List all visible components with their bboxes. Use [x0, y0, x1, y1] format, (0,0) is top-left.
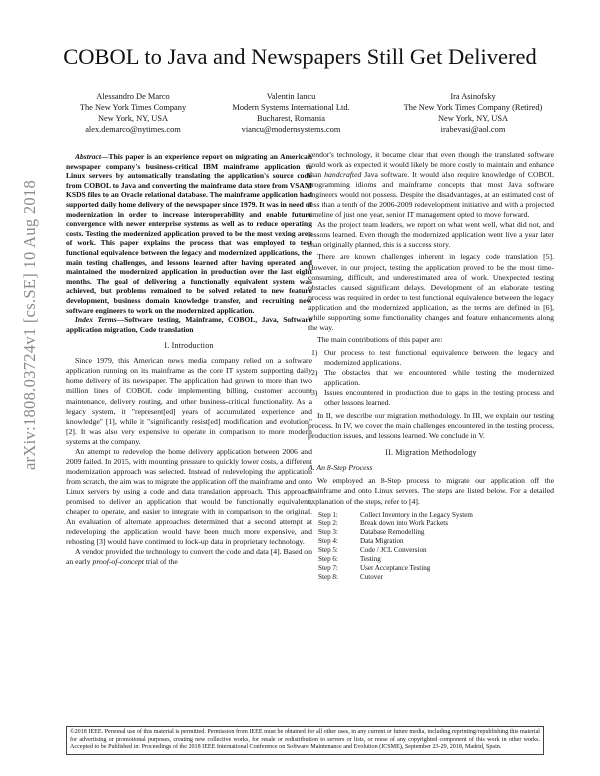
step-label: Step 7: [318, 563, 338, 572]
author-block [68, 91, 558, 141]
author-location: Bucharest, Romania [257, 114, 325, 123]
author-affiliation: The New York Times Company (Retired) [403, 103, 543, 112]
author-email: alex.demarco@nytimes.com [85, 125, 181, 134]
list-number: 2) [311, 367, 318, 377]
author-2 [206, 91, 376, 135]
list-item [318, 573, 554, 582]
step-text: Cutover [360, 572, 383, 581]
intro-paragraph-4 [308, 150, 554, 220]
author-name: Ira Asinofsky [450, 92, 496, 101]
list-text: The obstacles that we encountered while testing the modernized application. [324, 367, 554, 388]
intro-paragraph-8: In II, we describe our migration methodology. In III, we explain our testing process. In IV, we cover the main challenges encountered in the testing process, production issues, and lessons learned. We conclude in V. [308, 411, 554, 441]
step-text: Database Remodelling [360, 528, 425, 537]
arxiv-stamp-text: arXiv:1808.03724v1 [cs.SE] 10 Aug 2018 [20, 179, 39, 470]
step-text: Break down into Work Packets [360, 519, 448, 528]
intro-paragraph-1: Since 1979, this American news media company relied on a software application running on its mainframe as the core IT system supporting daily home delivery of its newspaper. The application had grown to more than two million lines of COBOL code implementing billing, customer account maintenance, delivery routing, and other business-critical functionality. As a legacy system, it "represent[ed] years of accumulated experience and knowledge" [1], while it "significantly resist[ed] modification and evolution" [2]. It was also very expensive to operate in comparison to more modern systems at the company. [66, 356, 312, 446]
list-item [318, 564, 554, 573]
text-run: A vendor provided the technology to convert the code and data [4]. Based on an early [66, 547, 312, 567]
step-text: Testing [360, 555, 381, 564]
list-item [318, 537, 554, 546]
copyright-notice: ©2018 IEEE. Personal use of this material is permitted. Permission from IEEE must be obtained for all other uses, in any current or future media, including reprinting/republishing this material for advertising or promotional purposes, creating new collective works, for resale or redistribution to servers or lists, or reuse of any copyrighted component of this work in other works. Accepted to be Published in: Proceedings of the 2018 IEEE International Conference on Software Maintenance and Evolution (ICSME), September 23-29, 2018, Madrid, Spain. [66, 726, 544, 755]
list-item [308, 348, 554, 368]
list-item [318, 519, 554, 528]
section-heading-introduction: I. Introduction [164, 341, 214, 351]
emphasis-text: handcrafted [324, 170, 362, 180]
text-run: trial of the [143, 557, 178, 567]
author-affiliation: Modern Systems International Ltd. [232, 103, 350, 112]
intro-paragraph-7: The main contributions of this paper are: [317, 334, 443, 344]
list-item [318, 555, 554, 564]
subsection-heading: A. An 8-Step Process [308, 463, 373, 473]
author-affiliation: The New York Times Company [79, 103, 187, 112]
abstract-text: —This paper is an experience report on migrating an American newspaper company's business-critical IBM mainframe application to Linux servers by automatically translating the application's source code from COBOL to Java and converting the mainframe data store from VSAM KSDS files to an Oracle relational database. The mainframe application had supported daily home delivery of the newspaper since 1979. It was in need of modernization in order to increase interoperability and enable future convergence with newer enterprise systems as well as to reduce operating costs. Testing the modernized application proved to be the most vexing area of work. This paper explains the process that was employed to test functional equivalence between the legacy and modernized applications, the main testing challenges, and lessons learned after having operated and maintained the modernized application in production over the last eight months. The goal of delivering a functionally equivalent system was achieved, but problems remained to be solved related to new feature development, business domain knowledge transfer, and recruiting new software engineers to work on the modernized application. [66, 152, 312, 315]
right-column [308, 150, 554, 582]
list-item [308, 368, 554, 388]
step-label: Step 6: [318, 555, 338, 564]
list-text: Issues encountered in production due to gaps in the testing process and other lessons learned. [324, 388, 554, 408]
intro-paragraph-5: As the project team leaders, we report on what went well, what did not, and lessons learned. Even though the modernized application went live a year later than originally planned, this is a success story. [308, 220, 554, 250]
index-terms [66, 315, 312, 334]
author-location: New York, NY, USA [97, 114, 169, 123]
paper-title: COBOL to Java and Newspapers Still Get Delivered [63, 44, 537, 69]
step-text: Collect Inventory in the Legacy System [360, 510, 473, 519]
list-number: 3) [311, 388, 318, 398]
section-heading-methodology: II. Migration Methodology [385, 448, 477, 458]
intro-paragraph-3 [66, 547, 312, 567]
author-1 [68, 91, 198, 135]
abstract-lead: Abstract [75, 152, 101, 161]
intro-paragraph-2: An attempt to redevelop the home delivery application between 2006 and 2009 failed. In 2015, with mounting pressure to quickly lower costs, a different modernization approach was selected. Instead of redeveloping the application from scratch, the aim was to migrate the application off the mainframe and onto Linux servers by using a code and data translation approach. This approach promised to deliver an application that would be functionally equivalent, cheaper to operate, and easier to integrate with in comparison to the original. An evaluation of alternate approaches determined that a second attempt at redeveloping the application would have been much more expensive, and rehosting [3] would have continued to lock-up data in proprietary technology. [66, 446, 312, 547]
list-item [318, 546, 554, 555]
step-label: Step 1: [318, 510, 338, 519]
index-terms-lead: Index Terms [75, 315, 117, 325]
step-text: Data Migration [360, 537, 404, 546]
list-item [318, 511, 554, 520]
steps-list [318, 511, 554, 582]
intro-paragraph-6: There are known challenges inherent in legacy code translation [5]. However, in our project, testing the application proved to be the most time-consuming, difficult, and underestimated area of work. Unexpected testing obstacles caused significant delays. Development of an elaborate testing process was required in order to test functional equivalence between the legacy application and the modernized application, as the terms are defined in [6], while supporting some functionality changes and feature enhancements along the way. [308, 252, 554, 332]
step-text: User Acceptance Testing [360, 563, 431, 572]
step-label: Step 4: [318, 537, 338, 546]
contributions-list [308, 348, 554, 408]
author-3 [388, 91, 558, 135]
author-name: Valentin Iancu [266, 92, 316, 101]
emphasis-text: proof-of-concept [92, 557, 144, 567]
text-run: Java software. It would also require knowledge of COBOL programming idioms and mainframe concepts that most Java software engineers would not possess. Despite the disadvantages, at an estimated cost of less than a tenth of the 2006-2009 redevelopment initiative and with a projected timeline of just one year, senior IT management opted to move forward. [308, 170, 554, 220]
author-email: irabevasi@aol.com [440, 125, 506, 134]
method-paragraph: We employed an 8-Step process to migrate our application off the mainframe and onto Linux servers. The steps are listed below. For a detailed explanation of the steps, refer to [4]. [308, 476, 554, 506]
list-item [318, 528, 554, 537]
author-location: New York, NY, USA [437, 114, 509, 123]
step-label: Step 2: [318, 519, 338, 528]
step-text: Code / JCL Conversion [360, 546, 427, 555]
step-label: Step 3: [318, 528, 338, 537]
index-terms-text: —Software testing, Mainframe, COBOL, Java, Software application migration, Code translation [66, 315, 312, 334]
list-text: Our process to test functional equivalence between the legacy and modernized applications. [324, 347, 554, 367]
step-label: Step 5: [318, 546, 338, 555]
author-name: Alessandro De Marco [96, 92, 170, 101]
text-run: vendor's technology, it became clear that even though the translated software could work as expected it would likely be more costly to maintain and enhance than [308, 150, 554, 180]
step-label: Step 8: [318, 572, 338, 581]
list-number: 1) [311, 347, 318, 357]
list-item [308, 388, 554, 408]
abstract [66, 152, 312, 315]
left-column [66, 152, 312, 567]
author-email: viancu@modernsystems.com [241, 125, 341, 134]
